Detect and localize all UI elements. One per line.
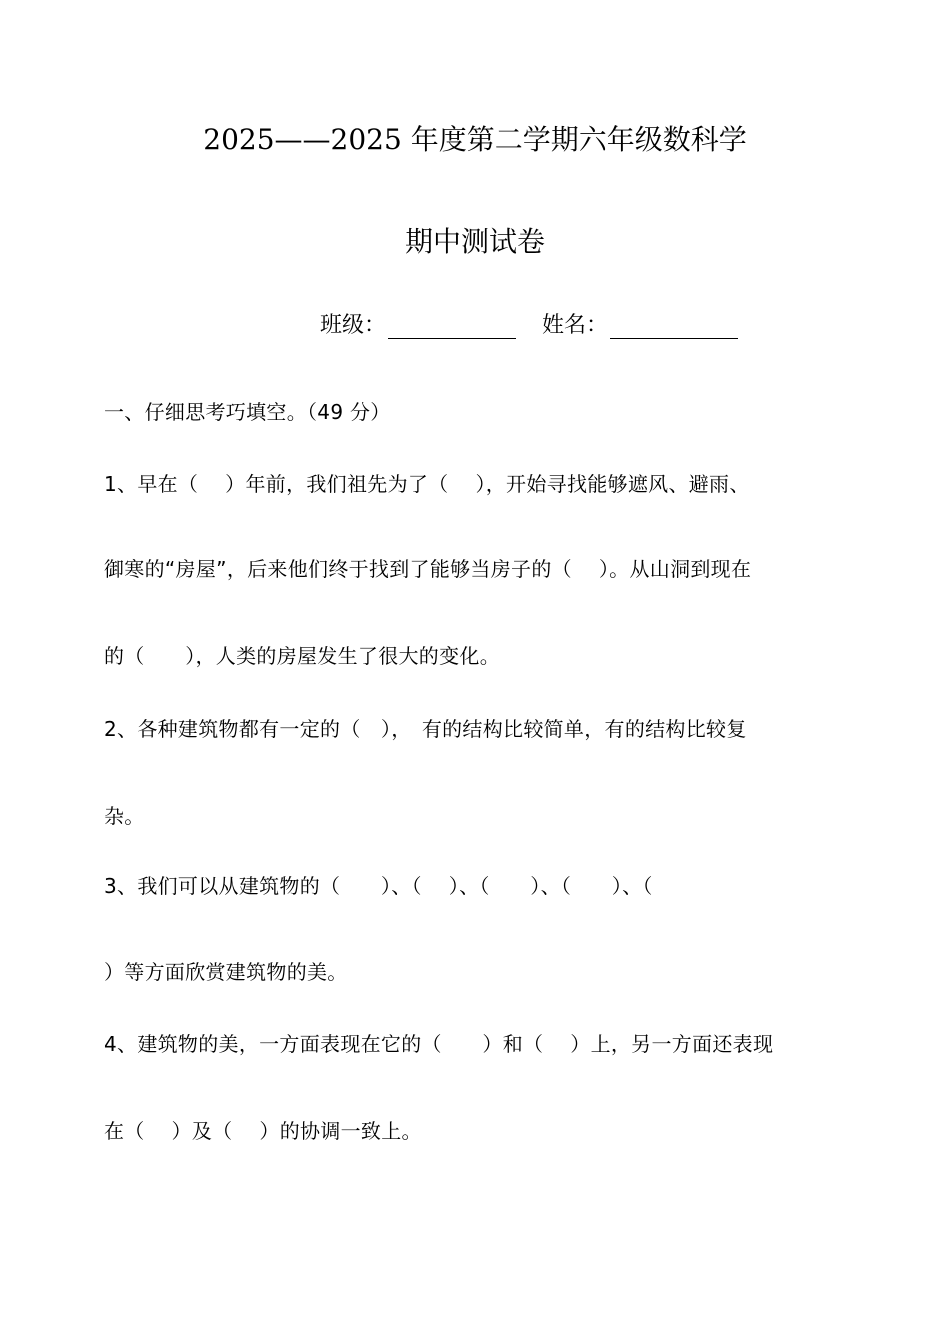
exam-subtitle: 期中测试卷 — [404, 225, 545, 258]
question-line: 1、早在（ ）年前，我们祖先为了（ ），开始寻找能够遮风、避雨、 — [104, 472, 750, 496]
question-line: 的（ ），人类的房屋发生了很大的变化。 — [104, 644, 500, 668]
question-line: 4、建筑物的美，一方面表现在它的（ ）和（ ）上，另一方面还表现 — [104, 1032, 774, 1056]
question-line: ）等方面欣赏建筑物的美。 — [104, 960, 348, 984]
name-blank[interactable] — [610, 312, 738, 339]
question-line: 3、我们可以从建筑物的（ ）、（ ）、（ ）、（ ）、（ — [104, 874, 653, 898]
class-label: 班级： — [320, 313, 387, 338]
question-line: 2、各种建筑物都有一定的（ ）， 有的结构比较简单，有的结构比较复 — [104, 717, 747, 741]
exam-title: 2025——2025 年度第二学期六年级数科学 — [203, 123, 747, 156]
question-line: 杂。 — [104, 804, 145, 828]
section-heading: 一、仔细思考巧填空。（49 分） — [104, 400, 391, 424]
student-info-row — [320, 308, 764, 339]
class-blank[interactable] — [388, 312, 516, 339]
question-line: 在（ ）及（ ）的协调一致上。 — [104, 1119, 422, 1143]
question-line: 御寒的“房屋”，后来他们终于找到了能够当房子的（ ）。从山洞到现在 — [104, 557, 752, 581]
name-label: 姓名： — [542, 313, 609, 338]
